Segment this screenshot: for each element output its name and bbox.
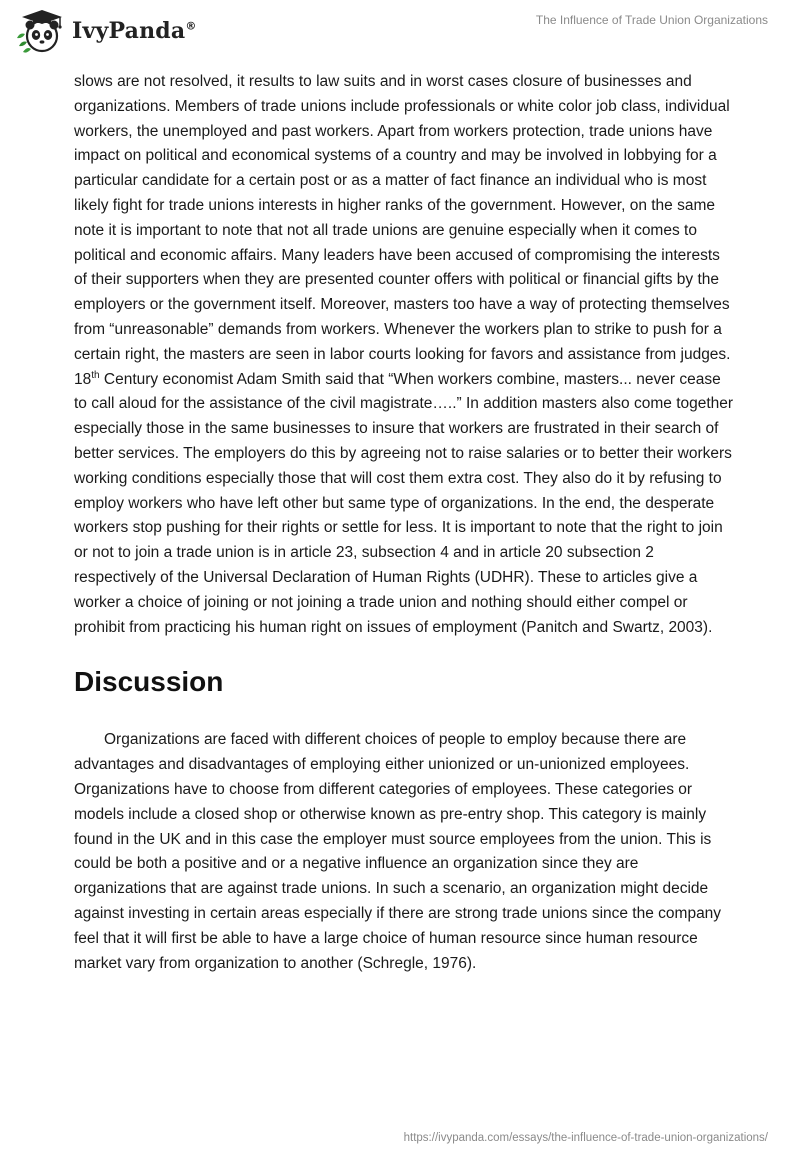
document-title: The Influence of Trade Union Organizations bbox=[535, 13, 768, 27]
ivypanda-logo[interactable] bbox=[14, 8, 197, 54]
logo-wordmark: IvyPanda® bbox=[72, 18, 197, 44]
paragraph-text: Century economist Adam Smith said that “When workers combine, masters... never cease to call aloud for the assistance of the civil magistrate…..” In addition masters also come together especially those in the same businesses to insure that workers are frustrated in their search of better services. The employers do this by agreeing not to raise salaries or to better their workers working conditions especially those that will cost them extra cost. They also do it by refusing to employ workers who have left other but same type of organizations. In the end, the desperate workers stop pushing for their rights or settle for less. It is important to note that the right to join or not to join a trade union is in article 23, subsection 4 and in article 20 subsection 2 respectively of the Universal Declaration of Human Rights (UDHR). These to articles give a worker a choice of joining or not joining a trade union and nothing should either compel or prohibit from practicing his human right on issues of employment (Panitch and Swartz, 2003). bbox=[74, 370, 734, 636]
page-header bbox=[0, 0, 800, 70]
panda-graduate-icon bbox=[14, 8, 66, 54]
paragraph-discussion: Organizations are faced with different choices of people to employ because there are advantages and disadvantages of employing either unionized or un-unionized employees. Organizations have to choose from different categories of employees. These categories or models include a closed shop or otherwise known as pre-entry shop. This category is mainly found in the UK and in this case the employer must source employees from the union. This is could be both a positive and or a negative influence an organization since they are organizations that are against trade unions. In such a scenario, an organization might decide against investing in certain areas especially if there are strong trade unions since the company feel that it will first be able to have a large choice of human resource since human resource market vary from organization to another (Schregle, 1976). bbox=[74, 731, 722, 972]
ordinal-suffix: th bbox=[91, 369, 100, 381]
source-url[interactable]: https://ivypanda.com/essays/the-influence-of-trade-union-organizations/ bbox=[403, 1132, 768, 1144]
paragraph-continuation bbox=[74, 70, 734, 640]
paragraph-text: slows are not resolved, it results to law suits and in worst cases closure of businesses and organizations. Members of trade unions include professionals or white color job class, individual workers, the unemployed and past workers. Apart from workers protection, trade unions have impact on political and economical systems of a country and may be involved in lobbying for a particular candidate for a certain post or as a matter of fact finance an individual who is most likely fight for trade unions interests in higher ranks of the government. However, on the same note it is important to note that not all trade unions are genuine especially when it comes to political and economic affairs. Many leaders have been accused of compromising the interests of their supporters when they are presented counter offers with political or financial gifts by the employers or the government itself. Moreover, masters too have a way of protecting themselves from “unreasonable” demands from workers. Whenever the workers plan to strike to push for a certain right, the masters are seen in labor courts looking for favors and assistance from judges. 18 bbox=[74, 73, 731, 388]
section-heading-discussion: Discussion bbox=[74, 666, 224, 698]
essay-content bbox=[74, 70, 734, 976]
